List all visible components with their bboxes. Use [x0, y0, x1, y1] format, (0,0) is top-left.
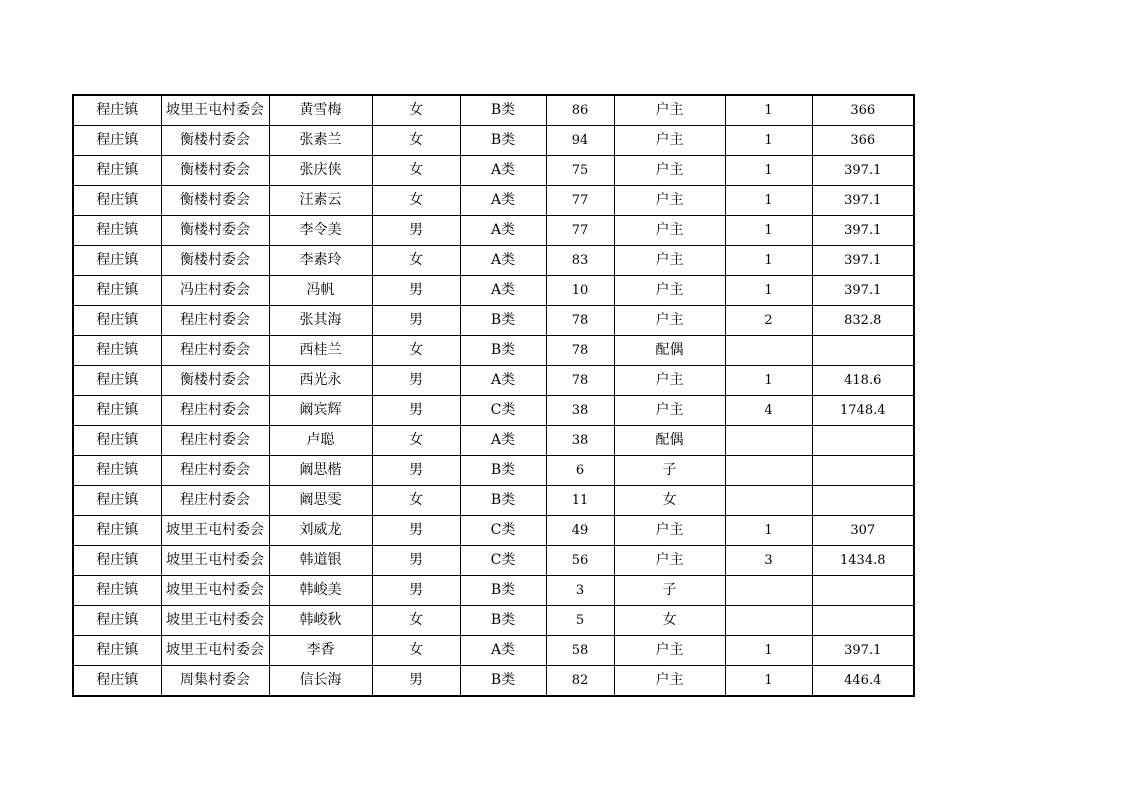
- table-row: [73, 95, 914, 126]
- name-cell: 西桂兰: [269, 336, 372, 366]
- age-cell: 77: [546, 186, 614, 216]
- village-committee-cell: 坡里王屯村委会: [161, 516, 269, 546]
- town-cell: 程庄镇: [73, 126, 161, 156]
- village-committee-cell: 衡楼村委会: [161, 366, 269, 396]
- age-cell: 86: [546, 95, 614, 126]
- table-row: [73, 336, 914, 366]
- name-cell: 刘威龙: [269, 516, 372, 546]
- age-cell: 77: [546, 216, 614, 246]
- household-count-cell: [725, 486, 812, 516]
- household-count-cell: 1: [725, 276, 812, 306]
- village-committee-cell: 衡楼村委会: [161, 216, 269, 246]
- town-cell: 程庄镇: [73, 246, 161, 276]
- town-cell: 程庄镇: [73, 396, 161, 426]
- data-table: [72, 94, 915, 697]
- name-cell: 阚思雯: [269, 486, 372, 516]
- gender-cell: 女: [372, 486, 460, 516]
- table-row: [73, 636, 914, 666]
- village-committee-cell: 坡里王屯村委会: [161, 546, 269, 576]
- age-cell: 3: [546, 576, 614, 606]
- relation-cell: 配偶: [614, 426, 725, 456]
- category-cell: B类: [460, 456, 546, 486]
- town-cell: 程庄镇: [73, 486, 161, 516]
- category-cell: A类: [460, 426, 546, 456]
- relation-cell: 户主: [614, 546, 725, 576]
- household-count-cell: 3: [725, 546, 812, 576]
- age-cell: 78: [546, 336, 614, 366]
- village-committee-cell: 程庄村委会: [161, 396, 269, 426]
- category-cell: C类: [460, 546, 546, 576]
- relation-cell: 子: [614, 576, 725, 606]
- village-committee-cell: 程庄村委会: [161, 456, 269, 486]
- name-cell: 韩道银: [269, 546, 372, 576]
- name-cell: 冯帆: [269, 276, 372, 306]
- gender-cell: 女: [372, 426, 460, 456]
- relation-cell: 户主: [614, 666, 725, 697]
- town-cell: 程庄镇: [73, 546, 161, 576]
- category-cell: B类: [460, 576, 546, 606]
- household-count-cell: [725, 606, 812, 636]
- gender-cell: 男: [372, 216, 460, 246]
- table-row: [73, 246, 914, 276]
- table-row: [73, 666, 914, 697]
- household-count-cell: [725, 336, 812, 366]
- gender-cell: 男: [372, 576, 460, 606]
- category-cell: A类: [460, 216, 546, 246]
- gender-cell: 女: [372, 606, 460, 636]
- amount-cell: 418.6: [812, 366, 914, 396]
- gender-cell: 女: [372, 126, 460, 156]
- age-cell: 58: [546, 636, 614, 666]
- name-cell: 西光永: [269, 366, 372, 396]
- town-cell: 程庄镇: [73, 336, 161, 366]
- gender-cell: 女: [372, 336, 460, 366]
- relation-cell: 户主: [614, 246, 725, 276]
- name-cell: 李素玲: [269, 246, 372, 276]
- amount-cell: [812, 336, 914, 366]
- household-count-cell: 1: [725, 366, 812, 396]
- category-cell: A类: [460, 276, 546, 306]
- village-committee-cell: 周集村委会: [161, 666, 269, 697]
- table-row: [73, 276, 914, 306]
- table-row: [73, 456, 914, 486]
- name-cell: 李香: [269, 636, 372, 666]
- village-committee-cell: 坡里王屯村委会: [161, 606, 269, 636]
- household-count-cell: 1: [725, 666, 812, 697]
- amount-cell: 1748.4: [812, 396, 914, 426]
- town-cell: 程庄镇: [73, 156, 161, 186]
- town-cell: 程庄镇: [73, 606, 161, 636]
- town-cell: 程庄镇: [73, 276, 161, 306]
- relation-cell: 配偶: [614, 336, 725, 366]
- relation-cell: 户主: [614, 366, 725, 396]
- table-row: [73, 156, 914, 186]
- category-cell: B类: [460, 95, 546, 126]
- amount-cell: 366: [812, 126, 914, 156]
- table-row: [73, 366, 914, 396]
- category-cell: B类: [460, 666, 546, 697]
- amount-cell: 1434.8: [812, 546, 914, 576]
- amount-cell: [812, 426, 914, 456]
- amount-cell: 397.1: [812, 186, 914, 216]
- category-cell: B类: [460, 486, 546, 516]
- category-cell: A类: [460, 186, 546, 216]
- name-cell: 韩峻美: [269, 576, 372, 606]
- village-committee-cell: 衡楼村委会: [161, 246, 269, 276]
- town-cell: 程庄镇: [73, 95, 161, 126]
- table-row: [73, 546, 914, 576]
- name-cell: 张其海: [269, 306, 372, 336]
- village-committee-cell: 坡里王屯村委会: [161, 95, 269, 126]
- amount-cell: 832.8: [812, 306, 914, 336]
- table-row: [73, 516, 914, 546]
- amount-cell: 397.1: [812, 276, 914, 306]
- age-cell: 49: [546, 516, 614, 546]
- age-cell: 6: [546, 456, 614, 486]
- relation-cell: 户主: [614, 276, 725, 306]
- gender-cell: 女: [372, 95, 460, 126]
- village-committee-cell: 程庄村委会: [161, 306, 269, 336]
- name-cell: 张素兰: [269, 126, 372, 156]
- name-cell: 韩峻秋: [269, 606, 372, 636]
- name-cell: 汪素云: [269, 186, 372, 216]
- village-committee-cell: 程庄村委会: [161, 426, 269, 456]
- name-cell: 李令美: [269, 216, 372, 246]
- amount-cell: 366: [812, 95, 914, 126]
- town-cell: 程庄镇: [73, 186, 161, 216]
- age-cell: 82: [546, 666, 614, 697]
- household-count-cell: 1: [725, 186, 812, 216]
- household-count-cell: 1: [725, 126, 812, 156]
- category-cell: B类: [460, 306, 546, 336]
- table-row: [73, 426, 914, 456]
- relation-cell: 户主: [614, 186, 725, 216]
- household-count-cell: 1: [725, 246, 812, 276]
- relation-cell: 女: [614, 486, 725, 516]
- amount-cell: [812, 606, 914, 636]
- amount-cell: [812, 486, 914, 516]
- table-row: [73, 306, 914, 336]
- town-cell: 程庄镇: [73, 666, 161, 697]
- relation-cell: 户主: [614, 126, 725, 156]
- village-committee-cell: 衡楼村委会: [161, 186, 269, 216]
- amount-cell: 397.1: [812, 216, 914, 246]
- age-cell: 11: [546, 486, 614, 516]
- gender-cell: 女: [372, 246, 460, 276]
- town-cell: 程庄镇: [73, 576, 161, 606]
- household-count-cell: 1: [725, 516, 812, 546]
- household-count-cell: 1: [725, 95, 812, 126]
- category-cell: C类: [460, 516, 546, 546]
- household-count-cell: [725, 426, 812, 456]
- gender-cell: 女: [372, 186, 460, 216]
- relation-cell: 户主: [614, 636, 725, 666]
- gender-cell: 男: [372, 396, 460, 426]
- category-cell: A类: [460, 636, 546, 666]
- amount-cell: [812, 456, 914, 486]
- table-row: [73, 576, 914, 606]
- relation-cell: 户主: [614, 95, 725, 126]
- age-cell: 56: [546, 546, 614, 576]
- village-committee-cell: 程庄村委会: [161, 486, 269, 516]
- gender-cell: 男: [372, 546, 460, 576]
- household-count-cell: 1: [725, 216, 812, 246]
- household-count-cell: 1: [725, 636, 812, 666]
- village-committee-cell: 衡楼村委会: [161, 126, 269, 156]
- category-cell: B类: [460, 336, 546, 366]
- town-cell: 程庄镇: [73, 516, 161, 546]
- age-cell: 83: [546, 246, 614, 276]
- table-row: [73, 606, 914, 636]
- town-cell: 程庄镇: [73, 306, 161, 336]
- category-cell: C类: [460, 396, 546, 426]
- relation-cell: 户主: [614, 396, 725, 426]
- relation-cell: 子: [614, 456, 725, 486]
- relation-cell: 户主: [614, 306, 725, 336]
- age-cell: 75: [546, 156, 614, 186]
- category-cell: A类: [460, 246, 546, 276]
- amount-cell: 397.1: [812, 636, 914, 666]
- town-cell: 程庄镇: [73, 456, 161, 486]
- table-row: [73, 186, 914, 216]
- household-count-cell: [725, 576, 812, 606]
- amount-cell: 446.4: [812, 666, 914, 697]
- name-cell: 信长海: [269, 666, 372, 697]
- household-count-cell: 1: [725, 156, 812, 186]
- village-committee-cell: 坡里王屯村委会: [161, 576, 269, 606]
- household-count-cell: 2: [725, 306, 812, 336]
- category-cell: B类: [460, 126, 546, 156]
- amount-cell: 397.1: [812, 156, 914, 186]
- town-cell: 程庄镇: [73, 366, 161, 396]
- gender-cell: 男: [372, 366, 460, 396]
- gender-cell: 男: [372, 276, 460, 306]
- name-cell: 阚思楷: [269, 456, 372, 486]
- amount-cell: 397.1: [812, 246, 914, 276]
- age-cell: 78: [546, 306, 614, 336]
- village-committee-cell: 冯庄村委会: [161, 276, 269, 306]
- name-cell: 卢聪: [269, 426, 372, 456]
- amount-cell: [812, 576, 914, 606]
- age-cell: 38: [546, 396, 614, 426]
- town-cell: 程庄镇: [73, 216, 161, 246]
- age-cell: 38: [546, 426, 614, 456]
- village-committee-cell: 坡里王屯村委会: [161, 636, 269, 666]
- gender-cell: 男: [372, 516, 460, 546]
- name-cell: 黄雪梅: [269, 95, 372, 126]
- category-cell: B类: [460, 606, 546, 636]
- relation-cell: 户主: [614, 156, 725, 186]
- town-cell: 程庄镇: [73, 636, 161, 666]
- amount-cell: 307: [812, 516, 914, 546]
- age-cell: 10: [546, 276, 614, 306]
- relation-cell: 户主: [614, 216, 725, 246]
- category-cell: A类: [460, 366, 546, 396]
- household-count-cell: [725, 456, 812, 486]
- gender-cell: 女: [372, 156, 460, 186]
- household-count-cell: 4: [725, 396, 812, 426]
- gender-cell: 女: [372, 636, 460, 666]
- table-row: [73, 396, 914, 426]
- relation-cell: 户主: [614, 516, 725, 546]
- gender-cell: 男: [372, 306, 460, 336]
- name-cell: 张庆侠: [269, 156, 372, 186]
- table-body: [73, 95, 914, 696]
- gender-cell: 男: [372, 666, 460, 697]
- age-cell: 94: [546, 126, 614, 156]
- name-cell: 阚宾辉: [269, 396, 372, 426]
- table-row: [73, 486, 914, 516]
- gender-cell: 男: [372, 456, 460, 486]
- table-row: [73, 126, 914, 156]
- town-cell: 程庄镇: [73, 426, 161, 456]
- village-committee-cell: 衡楼村委会: [161, 156, 269, 186]
- table-row: [73, 216, 914, 246]
- age-cell: 78: [546, 366, 614, 396]
- age-cell: 5: [546, 606, 614, 636]
- category-cell: A类: [460, 156, 546, 186]
- relation-cell: 女: [614, 606, 725, 636]
- village-committee-cell: 程庄村委会: [161, 336, 269, 366]
